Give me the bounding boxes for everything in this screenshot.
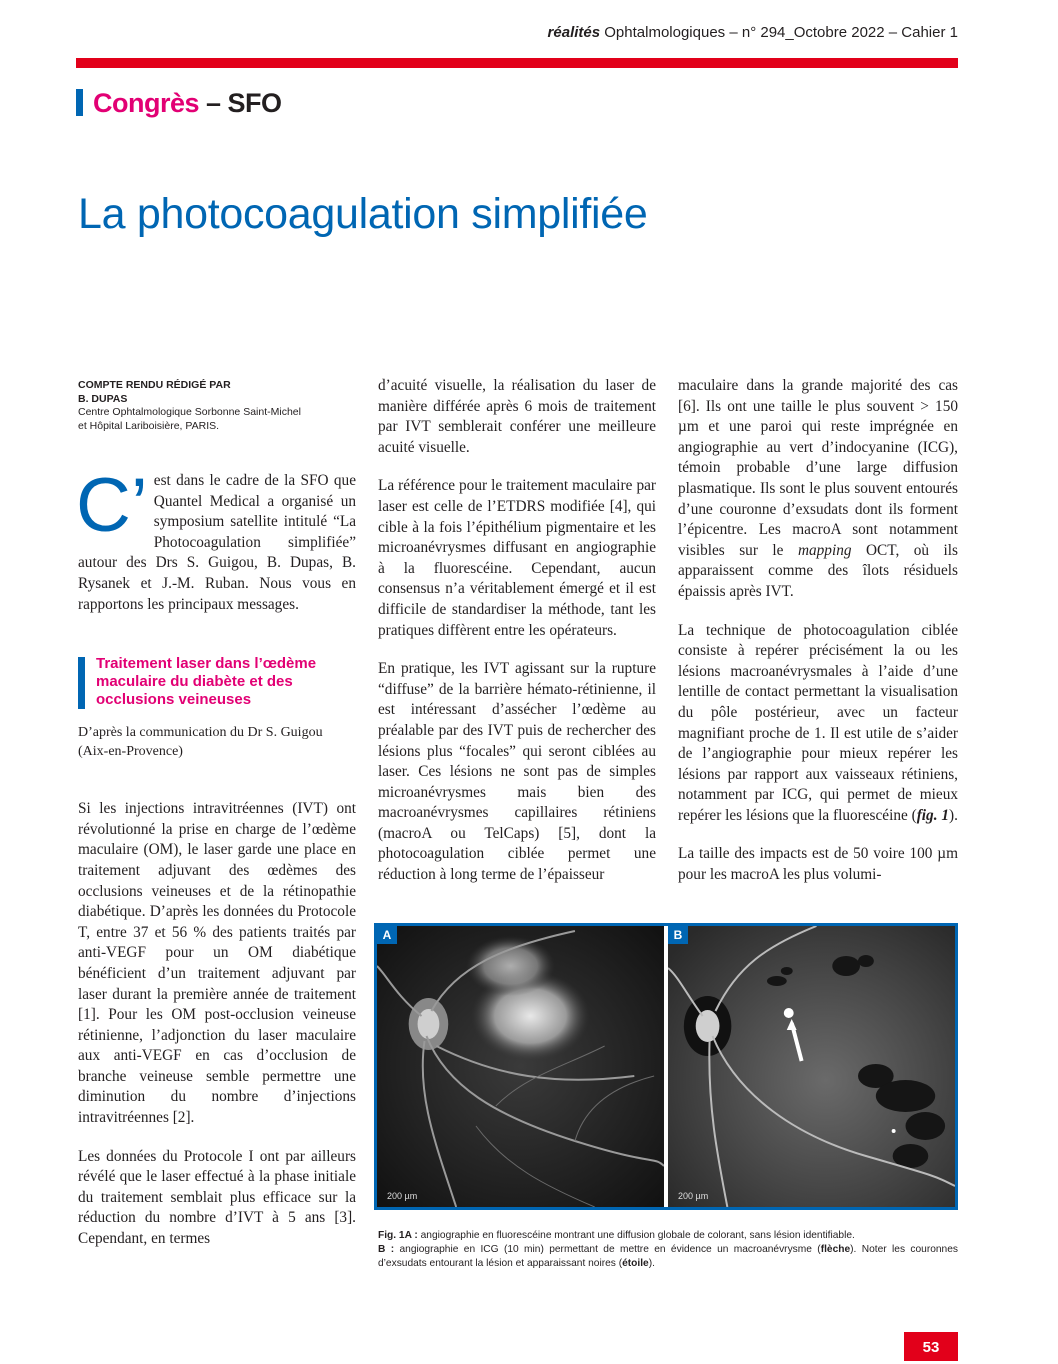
body-paragraph xyxy=(678,621,958,827)
author-block xyxy=(78,379,356,433)
author-affiliation-2: et Hôpital Lariboisière, PARIS. xyxy=(78,419,220,432)
author-name: B. DUPAS xyxy=(78,392,128,405)
column-1 xyxy=(78,379,356,1268)
section-bar xyxy=(76,89,83,116)
fundus-image-b xyxy=(668,926,955,1207)
figure-1 xyxy=(374,923,958,1210)
text-run: ). xyxy=(949,806,958,824)
caption-text-a: angiographie en fluorescéine montrant une diffusion globale de colorant, sans lésion identifiable. xyxy=(417,1230,855,1241)
scale-bar-b: 200 µm xyxy=(678,1191,709,1201)
journal-name: réalités xyxy=(547,24,601,41)
figure-reference: fig. 1 xyxy=(916,806,949,824)
caption-text-b3: ). xyxy=(648,1258,655,1269)
figure-caption xyxy=(378,1229,958,1271)
section-heading xyxy=(76,88,282,119)
communication-note: D’après la communication du Dr S. Guigou (Aix-en-Provence) xyxy=(78,725,323,760)
text-run: maculaire dans la grande majorité des cas [6]. Ils ont une taille le plus souvent > 150 µm et une paroi qui reste imprégnée en angiographie au vert d’indocyanine (ICG), témoin probable d’une large diffusion plasmatique. Ils sont le plus souvent entourés d’une couronne d’exsudats dont ils forment l’épicentre. Les macroA sont notamment visibles sur le xyxy=(678,377,958,559)
column-3 xyxy=(678,376,958,904)
page-number: 53 xyxy=(904,1332,958,1361)
caption-label-a: Fig. 1A : xyxy=(378,1230,418,1241)
body-paragraph: d’acuité visuelle, la réalisation du laser de manière différée après 6 mois de traitement par IVT semblerait conférer une meilleure acuité visuelle. xyxy=(378,377,656,456)
caption-text-b: angiographie en ICG (10 min) permettant de mettre en évidence un macroanévrysme ( xyxy=(394,1244,821,1255)
fundus-image-a xyxy=(377,926,664,1207)
text-run: La technique de photocoagulation ciblée consiste à repérer précisément la ou les lésions macroanévrysmales à l’aide d’une lentille de contact permettant la visualisation du pôle postérieur, avec un facteur magnifiant proche de 1. Il est utile de s’aider de l’angiographie pour mieux repérer les lésions par rapport aux vaisseaux rétiniens, notamment par ICG, qui permet de mieux repérer les lésions que la fluorescéine ( xyxy=(678,621,958,824)
body-paragraph: La taille des impacts est de 50 voire 100 µm pour les macroA les plus volumi- xyxy=(678,845,958,884)
body-paragraph: En pratique, les IVT agissant sur la rupture “diffuse” de la barrière hémato-rétinienne, il est intéressant d’assécher l’œdème au préalable par des IVT puis de rechercher des lésions plus “focales” qui seront ciblées au laser. Ces lésions ne sont pas de simples microanévrysmes mais bien des macroanévrysmes capillaires rétiniens (macroA ou TelCaps) [5], dont la photocoagulation ciblée permet une réduction à long terme de l’épaisseur xyxy=(378,660,656,884)
angiography-panel-a xyxy=(377,926,664,1207)
intro-paragraph xyxy=(76,463,356,615)
scale-bar-a: 200 µm xyxy=(387,1191,418,1201)
issue-info: Ophtalmologiques – n° 294_Octobre 2022 – Cahier 1 xyxy=(600,24,958,41)
panel-label-b: B xyxy=(668,926,688,944)
caption-arrow-word: flèche xyxy=(820,1244,851,1255)
intro-text: est dans le cadre de la SFO que Quantel Medical a organisé un symposium satellite intitulé “La Photocoagulation simplifiée” autour des Drs S. Guigou, B. Dupas, B. Rysanek et J.-M. Ruban. Nous vous en rapportons les principaux messages. xyxy=(78,472,356,613)
text-run: OCT, où ils apparaissent comme des îlots résiduels épaissis après IVT. xyxy=(678,541,958,600)
running-head xyxy=(548,24,958,41)
author-affiliation-1: Centre Ophtalmologique Sorbonne Saint-Michel xyxy=(78,406,301,418)
section-sfo: – SFO xyxy=(199,88,282,118)
body-paragraph: La référence pour le traitement maculaire par laser est celle de l’ETDRS modifiée [4], qui cible à la fois l’épithélium pigmentaire et les microanévrysmes diffusant en angiographie à la fluorescéine. Cependant, aucun consensus n’a véritablement émergé et il est difficile de standardiser la méthode, tant les pratiques diffèrent entre les opérateurs. xyxy=(378,477,656,639)
body-paragraph xyxy=(678,376,958,603)
subheading-bar xyxy=(78,657,85,709)
caption-star-word: étoile xyxy=(622,1258,649,1269)
subheading xyxy=(78,655,356,709)
body-paragraph: Les données du Protocole I ont par ailleurs révélé que le laser effectué à la phase initiale du traitement semblait plus efficace sur la réduction du nombre d’IVT à 5 ans [3]. Cependant, en termes xyxy=(78,1147,356,1248)
caption-text-b2: ). Noter les couronnes d’exsudats entourant la lésion et apparaissant noires ( xyxy=(378,1244,958,1269)
column-2 xyxy=(378,376,656,904)
subheading-text: Traitement laser dans l’œdème maculaire du diabète et des occlusions veineuses xyxy=(96,655,317,709)
header-rule xyxy=(76,58,958,68)
section-congres: Congrès xyxy=(93,88,200,118)
author-label: COMPTE RENDU RÉDIGÉ PAR xyxy=(78,379,231,391)
angiography-panel-b xyxy=(668,926,955,1207)
panel-label-a: A xyxy=(377,926,397,944)
drop-cap: C’ xyxy=(76,463,148,548)
body-paragraph: Si les injections intravitréennes (IVT) ont révolutionné la prise en charge de l’œdème maculaire (OM), le laser garde une place en traitement adjuvant des œdèmes des occlusions veineuses et de la rétinopathie diabétique. D’après les données du Protocole T, entre 37 et 56 % des patients traités par anti-VEGF pour un OM diabétique bénéficient d’un traitement adjuvant par laser durant la première année de traitement [1]. Pour les OM post-occlusion veineuse rétinienne, l’adjonction du laser maculaire aux anti-VEGF en cas d’occlusion de branche veineuse semble permettre une diminution du nombre d’injections intravitréennes [2]. xyxy=(78,800,356,1127)
article-title: La photocoagulation simplifiée xyxy=(78,190,648,238)
italic-run: mapping xyxy=(797,541,852,559)
caption-label-b: B : xyxy=(378,1244,395,1255)
